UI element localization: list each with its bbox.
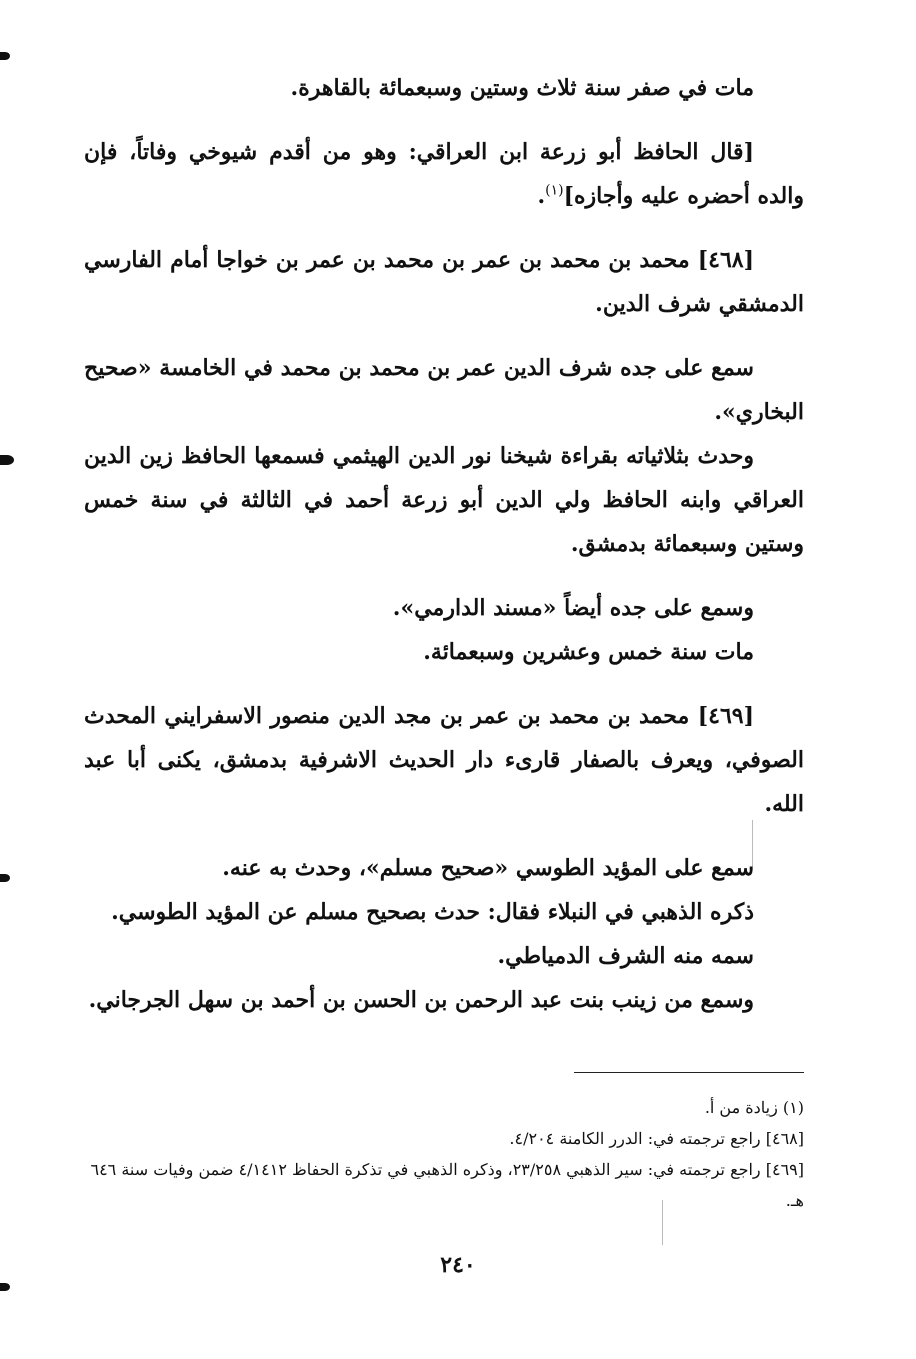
entry-469-heading: [٤٦٩] محمد بن محمد بن عمر بن مجد الدين منصور الاسفرايني المحدث الصوفي، ويعرف بالصفار قارىء دار الحديث الاشرفية بدمشق، يكنى أبا عبد الله. xyxy=(84,703,804,817)
main-text xyxy=(84,66,804,1022)
quote-end: . xyxy=(537,183,546,209)
paragraph-469-dimyati: سمه منه الشرف الدمياطي. xyxy=(497,943,754,969)
paragraph-468-sama: سمع على جده شرف الدين عمر بن محمد بن محمد في الخامسة «صحيح البخاري». xyxy=(84,355,804,425)
quote-text: [قال الحافظ أبو زرعة ابن العراقي: وهو من أقدم شيوخي وفاتاً، فإن والده أحضره عليه وأجازه] xyxy=(84,139,804,209)
paragraph-469-muslim: سمع على المؤيد الطوسي «صحيح مسلم»، وحدث به عنه. xyxy=(222,855,754,881)
scan-edge-mark xyxy=(0,455,14,465)
footnote-1: (١) زيادة من أ. xyxy=(704,1098,804,1117)
paragraph-death-note: مات في صفر سنة ثلاث وستين وسبعمائة بالقاهرة. xyxy=(290,75,754,101)
scan-edge-mark xyxy=(0,1283,10,1291)
page-number: ٢٤٠ xyxy=(440,1252,476,1278)
footnotes xyxy=(84,1092,804,1216)
paragraph-468-death: مات سنة خمس وعشرين وسبعمائة. xyxy=(423,639,754,665)
paragraph-468-darimi: وسمع على جده أيضاً «مسند الدارمي». xyxy=(392,595,754,621)
scan-edge-mark xyxy=(0,874,10,882)
scan-edge-mark xyxy=(0,52,10,60)
footnote-468: [٤٦٨] راجع ترجمته في: الدرر الكامنة ٤/٢٠٤. xyxy=(509,1129,804,1148)
footnote-separator xyxy=(574,1072,804,1073)
paragraph-469-zaynab: وسمع من زينب بنت عبد الرحمن بن الحسن بن أحمد بن سهل الجرجاني. xyxy=(88,987,754,1013)
footnote-469: [٤٦٩] راجع ترجمته في: سير الذهبي ٢٣/٢٥٨، وذكره الذهبي في تذكرة الحفاظ ٤/١٤١٢ ضمن وفيات سنة ٦٤٦ هـ. xyxy=(90,1160,804,1210)
paragraph-468-hadith: وحدث بثلاثياته بقراءة شيخنا نور الدين الهيثمي فسمعها الحافظ زين الدين العراقي وابنه الحافظ ولي الدين أبو زرعة أحمد في الثالثة في سنة خمس وستين وسبعمائة بدمشق. xyxy=(84,443,804,557)
paragraph-abu-zurah-quote xyxy=(84,130,804,218)
footnote-ref[interactable]: (١) xyxy=(545,182,564,199)
paragraph-469-dhahabi: ذكره الذهبي في النبلاء فقال: حدث بصحيح مسلم عن المؤيد الطوسي. xyxy=(111,899,754,925)
entry-468-heading: [٤٦٨] محمد بن محمد بن عمر بن محمد بن عمر بن خواجا أمام الفارسي الدمشقي شرف الدين. xyxy=(84,247,804,317)
